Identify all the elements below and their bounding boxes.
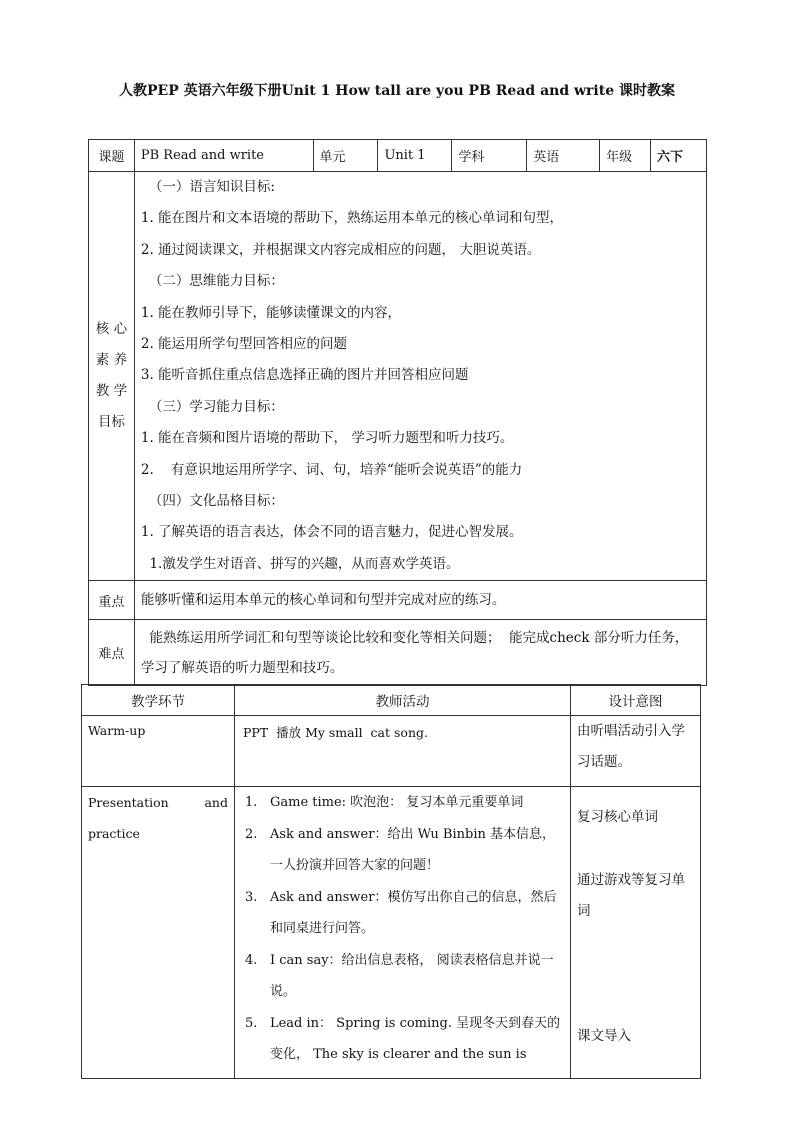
grade-label: 年级 xyxy=(600,140,651,172)
difficult-point-label: 难点 xyxy=(89,620,135,686)
goal-line: 1.激发学生对语音、拼写的兴趣，从而喜欢学英语。 xyxy=(140,555,460,572)
activity-item: 3. Ask and answer：模仿写出你自己的信息，然后和同桌进行问答。 xyxy=(244,889,557,936)
activity-item: 4. I can say：给出信息表格， 阅读表格信息并说一说。 xyxy=(244,952,554,999)
topic-value: PB Read and write xyxy=(134,140,313,172)
goal-line: 1. 能在音频和图片语境的帮助下， 学习听力题型和听力技巧。 xyxy=(140,430,514,447)
goal-line: 2. 能运用所学句型回答相应的问题 xyxy=(140,336,348,353)
goals-content xyxy=(134,172,706,581)
document-title: 人教PEP 英语六年级下册Unit 1 How tall are you PB Read and write 课时教案 xyxy=(119,83,675,99)
warmup-stage: Warm-up xyxy=(82,716,235,787)
header-stage: 教学环节 xyxy=(82,685,235,716)
unit-label: 单元 xyxy=(313,140,378,172)
goal-heading: （三）学习能力目标： xyxy=(148,398,284,415)
presentation-stage: Presentation and practice xyxy=(82,787,235,1079)
warmup-activity: PPT 播放 My small cat song. xyxy=(234,716,570,787)
presentation-activities xyxy=(234,787,570,1079)
grade-value: 六下 xyxy=(651,140,707,172)
goals-label: 核 心 素 养 教 学 目标 xyxy=(89,172,135,581)
subject-value: 英语 xyxy=(527,140,600,172)
activity-item: 5. Lead in： Spring is coming. 呈现冬天到春天的变化， The sky is clearer and the sun is xyxy=(244,1015,561,1062)
goal-line: 1. 了解英语的语言表达，体会不同的语言魅力，促进心智发展。 xyxy=(140,524,523,541)
intent-item: 通过游戏等复习单词 xyxy=(576,872,685,919)
goal-heading: （四）文化品格目标： xyxy=(148,493,284,510)
intent-item: 复习核心单词 xyxy=(576,809,658,825)
goal-heading: （一）语言知识目标: xyxy=(148,179,275,195)
header-activity: 教师活动 xyxy=(234,685,570,716)
topic-label: 课题 xyxy=(89,140,135,172)
goal-line: 2. 有意识地运用所学字、词、句，培养“能听会说英语”的能力 xyxy=(140,461,523,478)
activity-item: 1. Game time: 吹泡泡： 复习本单元重要单词 xyxy=(244,795,524,810)
goal-line: 1. 能在图片和文本语境的帮助下，熟练运用本单元的核心单词和句型， xyxy=(140,210,564,227)
goal-line: 1. 能在教师引导下，能够读懂课文的内容， xyxy=(140,304,402,321)
presentation-intents xyxy=(570,787,700,1079)
warmup-intent: 由听唱活动引入学习话题。 xyxy=(570,716,700,787)
goal-line: 2. 通过阅读课文，并根据课文内容完成相应的问题， 大胆说英语。 xyxy=(140,241,541,258)
teaching-plan-table xyxy=(81,684,701,1079)
intent-item: 课文导入 xyxy=(576,1028,631,1044)
unit-value: Unit 1 xyxy=(378,140,452,172)
key-point-label: 重点 xyxy=(89,581,135,620)
difficult-point-text: 能熟练运用所学词汇和句型等谈论比较和变化等相关问题； 能完成check 部分听力任务， 学习了解英语的听力题型和技巧。 xyxy=(134,620,706,686)
lesson-info-table xyxy=(88,139,707,686)
activity-item: 2. Ask and answer：给出 Wu Binbin 基本信息，一人扮演并回答大家的问题！ xyxy=(244,826,556,873)
key-point-text: 能够听懂和运用本单元的核心单词和句型并完成对应的练习。 xyxy=(134,581,706,620)
header-intent: 设计意图 xyxy=(570,685,700,716)
subject-label: 学科 xyxy=(452,140,527,172)
goal-line: 3. 能听音抓住重点信息选择正确的图片并回答相应问题 xyxy=(140,367,469,384)
goal-heading: （二）思维能力目标： xyxy=(148,273,284,290)
